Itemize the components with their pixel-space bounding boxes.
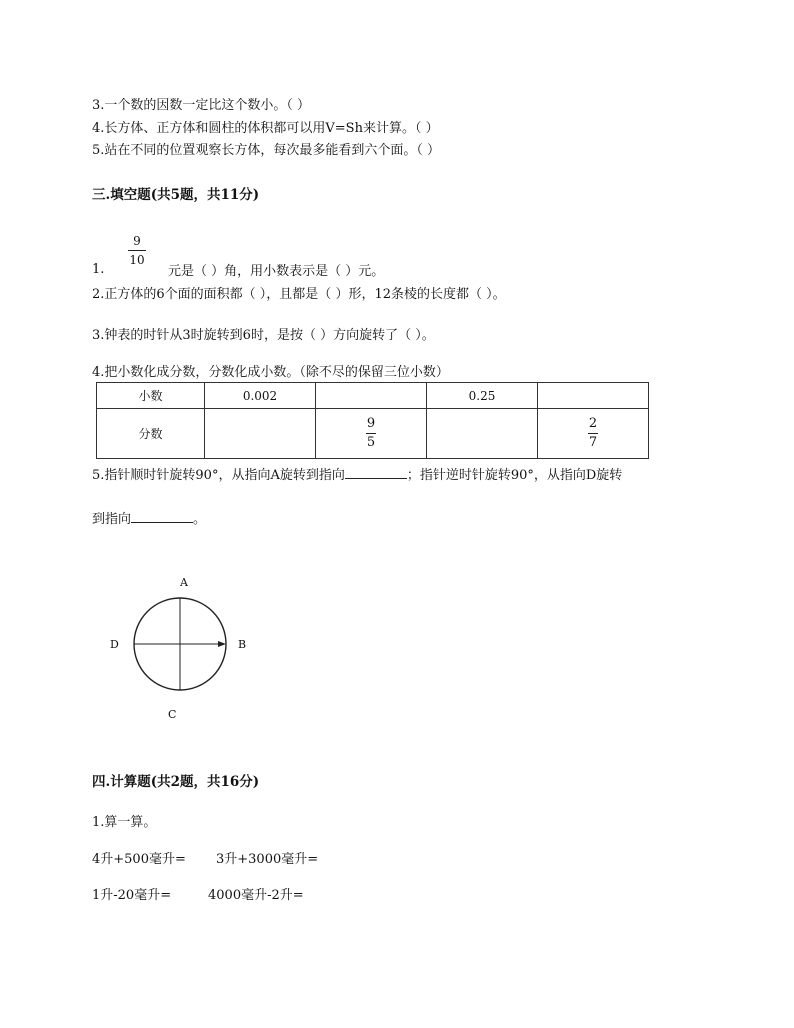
fill-q5-end: 。 xyxy=(193,512,207,527)
answer-blank-1 xyxy=(345,466,407,479)
cell-fraction-1 xyxy=(205,409,316,459)
judge-q5: 5.站在不同的位置观察长方体，每次最多能看到六个面。（ ） xyxy=(92,143,441,158)
answer-blank-2 xyxy=(131,510,193,523)
pointer-arrowhead xyxy=(218,641,226,647)
fill-q5-part3: 到指向 xyxy=(92,512,132,527)
fill-q1-number: 1. xyxy=(92,262,105,277)
calc-q1: 1.算一算。 xyxy=(92,815,157,830)
fill-q2: 2.正方体的6个面的面积都（ ），且都是（ ）形，12条棱的长度都（ ）。 xyxy=(92,287,506,302)
cell-decimal-4 xyxy=(538,383,649,409)
fill-q5-part1: 5.指针顺时针旋转90°，从指向A旋转到指向 xyxy=(92,468,345,483)
section-3-title: 三.填空题(共5题，共11分) xyxy=(92,187,260,203)
fill-q3: 3.钟表的时针从3时旋转到6时，是按（ ）方向旋转了（ ）。 xyxy=(92,328,435,343)
cell-decimal-1: 0.002 xyxy=(205,383,316,409)
cell-decimal-2 xyxy=(316,383,427,409)
calc-row-2a: 1升-20毫升= xyxy=(92,888,172,903)
table-row-fractions xyxy=(97,409,649,459)
fraction-numerator: 9 xyxy=(133,234,141,248)
label-d: D xyxy=(110,638,119,651)
fraction-9-10 xyxy=(128,234,146,267)
judge-q4: 4.长方体、正方体和圆柱的体积都可以用V=Sh来计算。（ ） xyxy=(92,121,439,136)
cell-fraction-2 xyxy=(316,409,427,459)
calc-row-2b: 4000毫升-2升= xyxy=(208,888,304,903)
fraction-9-5: $\frac{9}{5}$ xyxy=(366,416,376,450)
calc-row-1a: 4升+500毫升= xyxy=(92,852,186,867)
label-b: B xyxy=(238,638,247,651)
label-c: C xyxy=(168,708,177,721)
fraction-denominator: 10 xyxy=(129,253,145,267)
judge-q3: 3.一个数的因数一定比这个数小。（ ） xyxy=(92,98,311,113)
calc-row-1b: 3升+3000毫升= xyxy=(216,852,319,867)
cell-decimal-3: 0.25 xyxy=(427,383,538,409)
fill-q5-line1 xyxy=(92,464,622,483)
label-a: A xyxy=(180,576,188,589)
rotation-diagram xyxy=(126,590,234,698)
fill-q5-line2 xyxy=(92,508,206,527)
row-label-fraction: 分数 xyxy=(97,409,205,459)
conversion-table xyxy=(96,382,649,459)
fill-q5-part2: ；指针逆时针旋转90°，从指向D旋转 xyxy=(406,468,623,483)
cell-fraction-4 xyxy=(538,409,649,459)
table-row-decimals xyxy=(97,383,649,409)
fill-q4: 4.把小数化成分数，分数化成小数。（除不尽的保留三位小数） xyxy=(92,365,449,380)
fill-q1-text: 元是（ ）角，用小数表示是（ ）元。 xyxy=(168,264,385,279)
cell-fraction-3 xyxy=(427,409,538,459)
section-4-title: 四.计算题(共2题，共16分) xyxy=(92,774,260,790)
fraction-2-7: $\frac{2}{7}$ xyxy=(588,416,598,450)
row-label-decimal: 小数 xyxy=(97,383,205,409)
